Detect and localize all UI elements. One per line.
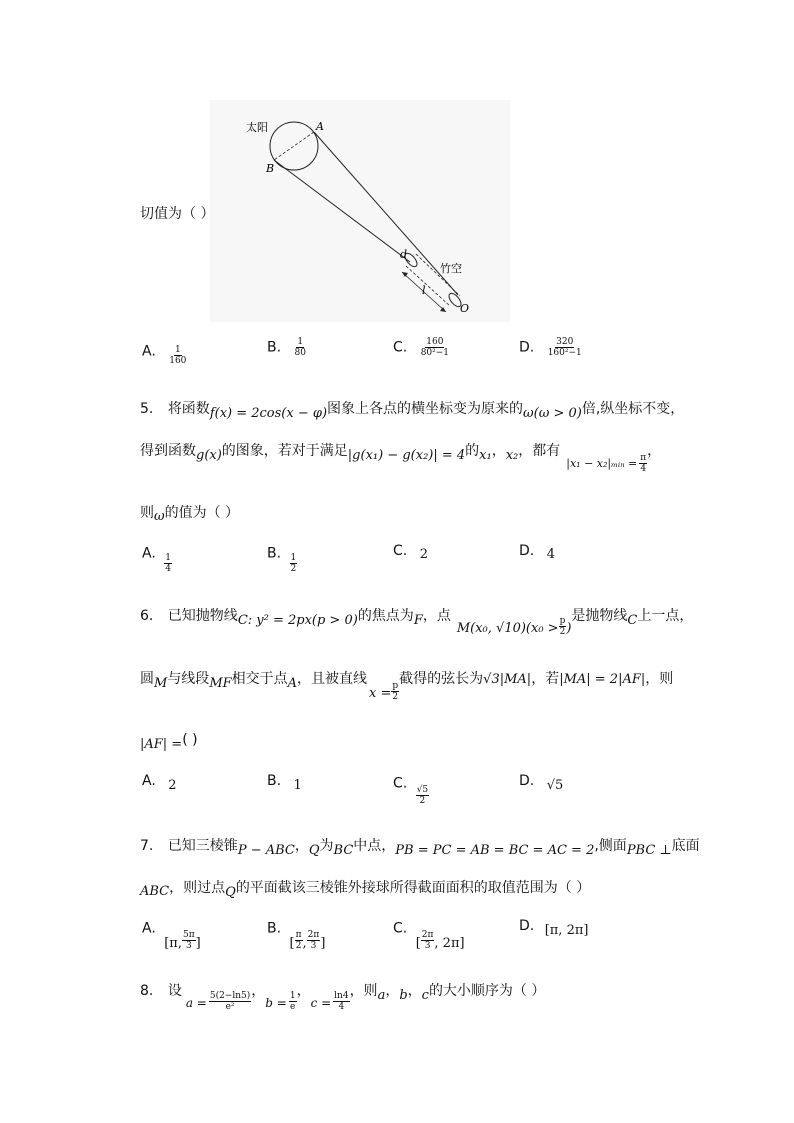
q5-line1: 5. 将函数f(x) = 2cos(x − φ)图象上各点的横坐标变为原来的ω(ω > 0)倍,纵坐标不变， [140, 401, 685, 421]
q4-option-c [393, 337, 450, 358]
q6-line2: 圆M与线段MF相交于点A，且被直线x = $\frac{p}{2}$ 截得的弦长为√3|MA|，若|MA| = 2|AF|，则 [140, 671, 674, 702]
q5-option-d: D. 4 [519, 543, 555, 562]
fraction: $\frac{320}{\text{160²−1}}$ [547, 337, 582, 358]
tube-label: 竹空 [440, 262, 462, 275]
label-d: d [400, 248, 408, 261]
question-number: 5. [140, 401, 154, 417]
math-expr: g(x) [196, 448, 222, 463]
math-expr: PB = PC = AB = BC = AC = 2 [395, 843, 595, 858]
math-expr: |MA| = 2|AF| [559, 672, 646, 687]
q6-option-b: B. 1 [267, 773, 302, 793]
fraction: $\frac{2\pi}{3}$ [421, 930, 434, 951]
fraction: $\frac{2\pi}{3}$ [307, 930, 320, 951]
option-letter: A. [142, 343, 156, 360]
q4-stem-tail: 切值为（ ） [140, 206, 215, 222]
q6-option-d: D. √5 [519, 773, 564, 793]
math-expr: C: y² = 2px(p > 0) [237, 613, 358, 628]
math-expr: M(x₀, √10)(x₀ > [456, 621, 559, 636]
math-expr: |x₁ − x₂|ₘᵢₙ = [566, 457, 638, 470]
fraction: $\frac{1}{4}$ [165, 553, 171, 574]
q6-option-c: C. $\frac{√5}{2}$ [393, 775, 429, 806]
fraction: $\frac{160}{\text{80²−1}}$ [420, 337, 450, 358]
q5-line3: 则ω的值为（ ） [140, 505, 240, 524]
q4-option-b [267, 337, 307, 358]
option-letter: C. [393, 339, 408, 356]
q7-option-b: B. [ $\frac{\pi}{2}$ , $\frac{2\pi}{3}$ ] [267, 920, 326, 951]
math-expr: |g(x₁) − g(x₂)| = 4 [347, 448, 466, 463]
label-l: l [422, 284, 426, 297]
label-o: O [460, 302, 470, 315]
q8-line1: 8. 设a = $\frac{5(2-\ln 5)}{\text{e²}}$ ，b = $\frac{1}{e}$ ，c = $\frac{\ln 4}{4}$ ，则a，b，c的大小顺序为（ ） [140, 983, 546, 1012]
q6-option-a: A. 2 [142, 773, 177, 793]
fraction: $\frac{1}{2}$ [290, 553, 297, 574]
sun-tube-diagram [210, 100, 510, 322]
fraction: $\frac{\ln 4}{4}$ [334, 990, 349, 1012]
math-expr: f(x) = 2cos(x − φ) [209, 406, 328, 421]
fraction: $\frac{5\pi}{3}$ [182, 930, 195, 951]
fraction: $\frac{p}{2}$ [392, 680, 399, 702]
q5-line2: 得到函数g(x)的图象，若对于满足|g(x₁) − g(x₂)| = 4的x₁，x₂，都有$_{|x_1 - x_2|_mᵢ_n =}$ $\frac{\pi}{4}$ ， [140, 443, 662, 474]
fraction: $\frac{5(2-\ln 5)}{\text{e²}}$ [209, 990, 251, 1012]
q6-line1: 6. 已知抛物线C: y² = 2px(p > 0)的焦点为F，点M(x₀, √10)(x₀ > $\frac{p}{2}$ )是抛物线C上一点， [140, 608, 694, 637]
q7-line1: 7. 已知三棱锥P − ABC，Q为BC中点，PB = PC = AB = BC = AC = 2,侧面PBC ⊥底面 [140, 838, 700, 858]
q5-option-c: C. 2 [393, 543, 428, 562]
q7-option-c: C. [ $\frac{2\pi}{3}$ , 2π] [393, 920, 465, 951]
q7-line2: ABC，则过点Q的平面截该三棱锥外接球所得截面面积的取值范围为（ ） [140, 880, 591, 900]
sun-label: 太阳 [246, 121, 268, 134]
option-letter: D. [519, 339, 535, 356]
fraction: $\frac{p}{2}$ [559, 615, 566, 637]
math-expr: ω(ω > 0) [523, 406, 582, 421]
fraction: $\frac{\pi}{2}$ [295, 930, 302, 951]
q5-option-a: A. $\frac{1}{4}$ [142, 545, 171, 574]
label-b: B [266, 162, 275, 175]
fraction: $\frac{1}{e}$ [289, 990, 296, 1012]
fraction: $\frac{√5}{2}$ [416, 785, 429, 806]
fraction: $\frac{1}{80}$ [294, 337, 306, 358]
option-letter: B. [267, 339, 282, 356]
fraction: $\frac{1}{160}$ [169, 345, 187, 366]
q7-option-a: A. [π, $\frac{5\pi}{3}$ ] [142, 920, 201, 951]
q4-option-d [519, 337, 583, 358]
fraction: $\frac{\pi}{4}$ [640, 452, 647, 474]
q6-line3: |AF| =( ) [140, 732, 198, 752]
q4-option-a [142, 337, 187, 366]
label-a: A [316, 120, 324, 133]
q7-option-d: D. [π, 2π] [519, 918, 589, 938]
math-expr: √3|MA| [483, 672, 532, 687]
q5-option-b: B. $\frac{1}{2}$ [267, 545, 297, 574]
